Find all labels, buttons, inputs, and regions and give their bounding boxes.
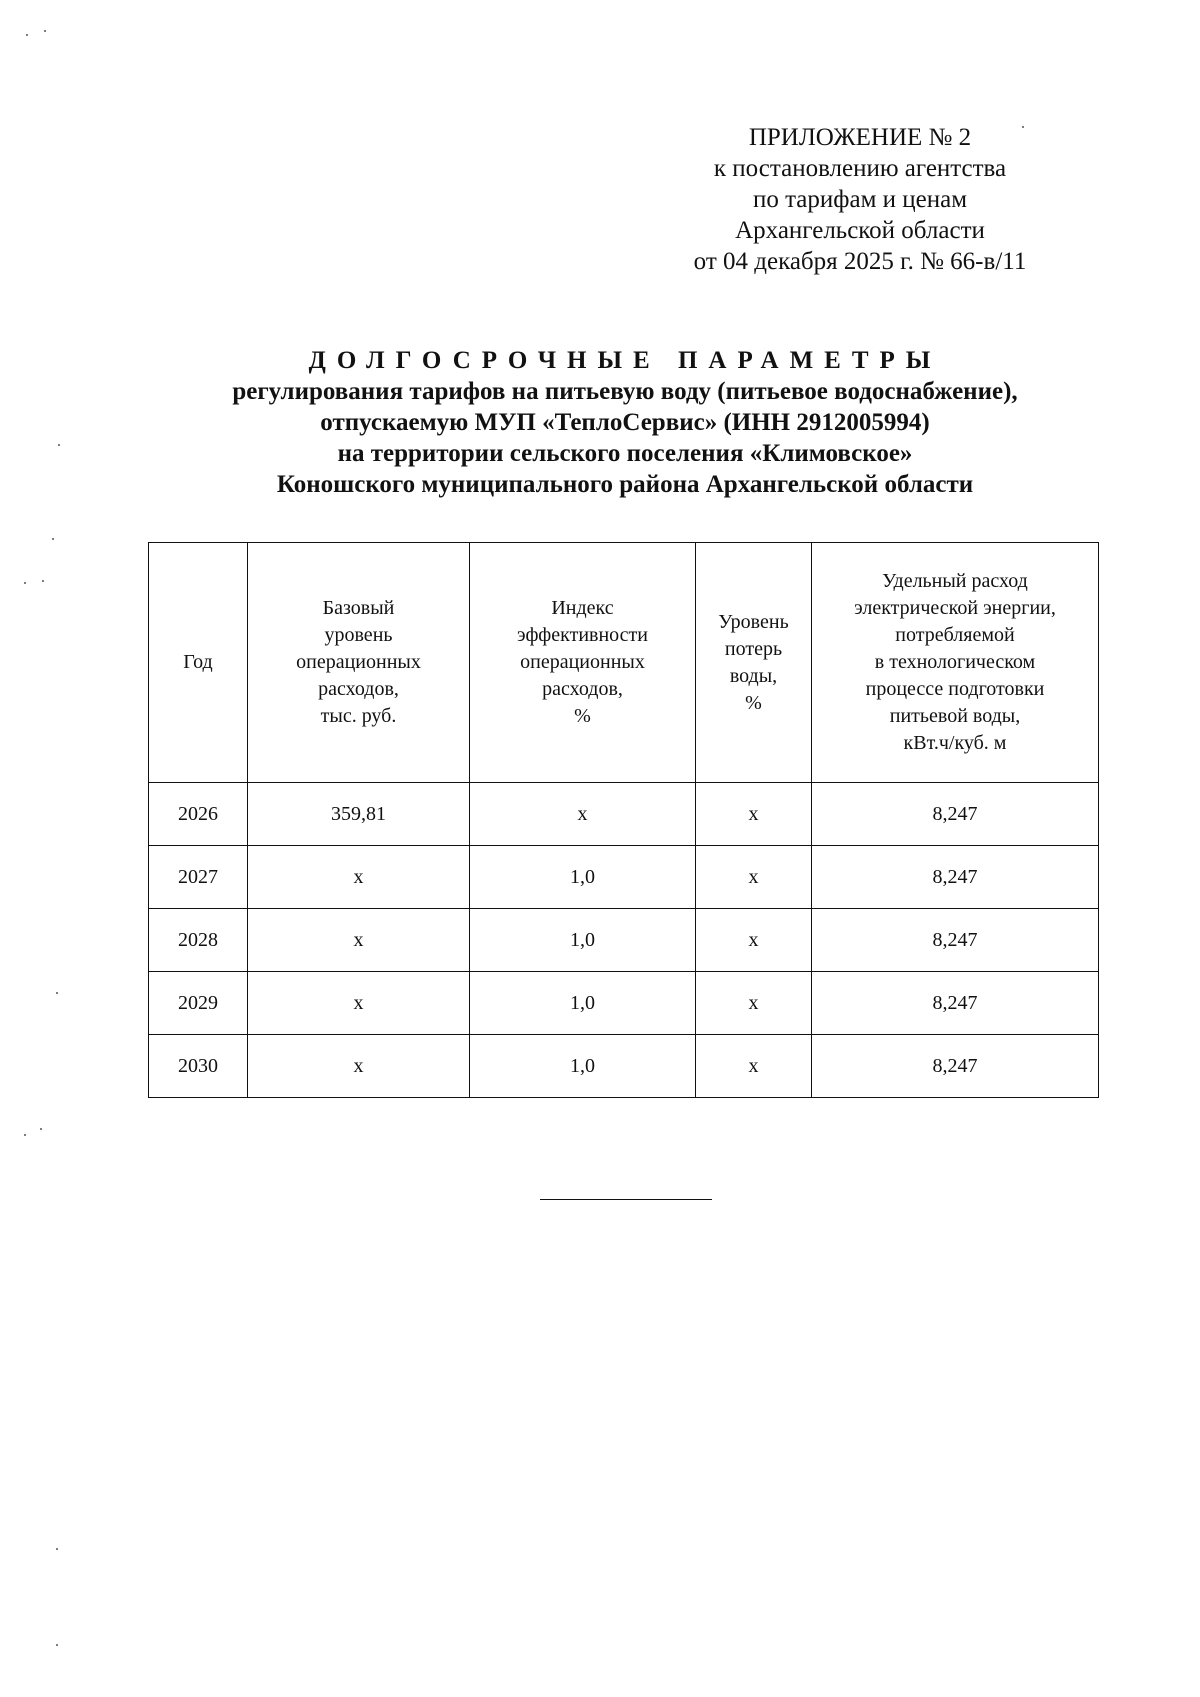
table-cell: х — [470, 783, 696, 846]
header-line: Базовый — [322, 597, 395, 619]
header-line: Индекс — [551, 597, 614, 619]
scan-speck — [1022, 126, 1024, 128]
header-line: питьевой воды, — [889, 705, 1021, 727]
header-year — [149, 543, 248, 783]
title-line: отпускаемую МУП «ТеплоСервис» (ИНН 2912005994) — [320, 409, 930, 436]
table-cell: 2027 — [149, 846, 248, 909]
scan-speck — [40, 1128, 42, 1130]
table-cell: 8,247 — [812, 909, 1099, 972]
scan-speck — [52, 538, 54, 540]
table-row — [149, 846, 1099, 909]
table-body — [149, 783, 1099, 1098]
title-heading: ДОЛГОСРОЧНЫЕ ПАРАМЕТРЫ — [308, 347, 942, 374]
table-cell: 2026 — [149, 783, 248, 846]
header-line: воды, — [729, 664, 778, 687]
header-line: Удельный расход — [882, 570, 1028, 592]
scan-speck — [56, 992, 58, 994]
table-cell: х — [248, 846, 470, 909]
table-cell: х — [248, 972, 470, 1035]
scan-speck — [56, 1548, 58, 1550]
appendix-date: от 04 декабря 2025 г. № 66-в/11 — [693, 248, 1027, 275]
table-cell: 8,247 — [812, 783, 1099, 846]
table-row — [149, 1035, 1099, 1098]
header-line: эффективности — [516, 624, 648, 646]
header-line: операционных — [296, 651, 421, 673]
header-efficiency-index — [470, 543, 696, 783]
parameters-table — [148, 542, 1099, 1098]
table-cell: 1,0 — [470, 909, 696, 972]
scan-speck — [56, 1644, 58, 1646]
end-divider — [540, 1199, 712, 1200]
header-line: кВт.ч/куб. м — [903, 732, 1007, 754]
header-line: расходов, — [318, 678, 399, 700]
table-cell: 8,247 — [812, 1035, 1099, 1098]
table-cell: х — [696, 1035, 812, 1098]
title-line: Коношского муниципального района Архангельской области — [276, 471, 974, 498]
header-line: процессе подготовки — [865, 678, 1045, 700]
table-cell: 1,0 — [470, 1035, 696, 1098]
title-line: регулирования тарифов на питьевую воду (питьевое водоснабжение), — [232, 378, 1018, 405]
table-cell: 2029 — [149, 972, 248, 1035]
header-line: в технологическом — [874, 651, 1036, 673]
header-line: уровень — [324, 624, 393, 646]
table-cell: 2030 — [149, 1035, 248, 1098]
table-cell: х — [696, 909, 812, 972]
header-line: % — [574, 705, 591, 727]
scan-speck — [24, 1134, 26, 1136]
table-cell: х — [696, 846, 812, 909]
header-line: Уровень — [718, 610, 789, 633]
appendix-reference: к постановлению агентства — [713, 155, 1007, 182]
scan-speck — [44, 30, 46, 32]
table-cell: 8,247 — [812, 846, 1099, 909]
table-row — [149, 909, 1099, 972]
table-cell: 1,0 — [470, 846, 696, 909]
table-cell: х — [696, 783, 812, 846]
table-cell: х — [696, 972, 812, 1035]
table-cell: 1,0 — [470, 972, 696, 1035]
title-line: на территории сельского поселения «Климовское» — [337, 440, 913, 467]
document-title — [100, 345, 1150, 500]
table-row — [149, 972, 1099, 1035]
table-cell: 359,81 — [248, 783, 470, 846]
scan-speck — [58, 444, 60, 446]
scan-speck — [42, 580, 44, 582]
header-line: операционных — [520, 651, 645, 673]
appendix-agency: по тарифам и ценам — [752, 186, 968, 213]
table-row — [149, 783, 1099, 846]
scan-speck — [26, 34, 28, 36]
appendix-region: Архангельской области — [735, 217, 985, 244]
header-base-opex — [248, 543, 470, 783]
header-line: электрической энергии, — [854, 597, 1056, 619]
appendix-number: ПРИЛОЖЕНИЕ № 2 — [748, 124, 972, 151]
scan-speck — [24, 582, 26, 584]
header-line: тыс. руб. — [320, 705, 397, 727]
table-cell: х — [248, 909, 470, 972]
header-line: Год — [183, 651, 213, 673]
header-water-loss — [696, 543, 812, 783]
table-cell: 8,247 — [812, 972, 1099, 1035]
table-cell: 2028 — [149, 909, 248, 972]
header-energy-consumption — [812, 543, 1099, 783]
header-line: потерь — [724, 637, 783, 660]
header-line: потребляемой — [895, 624, 1015, 646]
appendix-block — [660, 122, 1060, 277]
table-cell: х — [248, 1035, 470, 1098]
header-line: расходов, — [542, 678, 623, 700]
header-line: % — [745, 691, 762, 714]
table-header-row — [149, 543, 1099, 783]
